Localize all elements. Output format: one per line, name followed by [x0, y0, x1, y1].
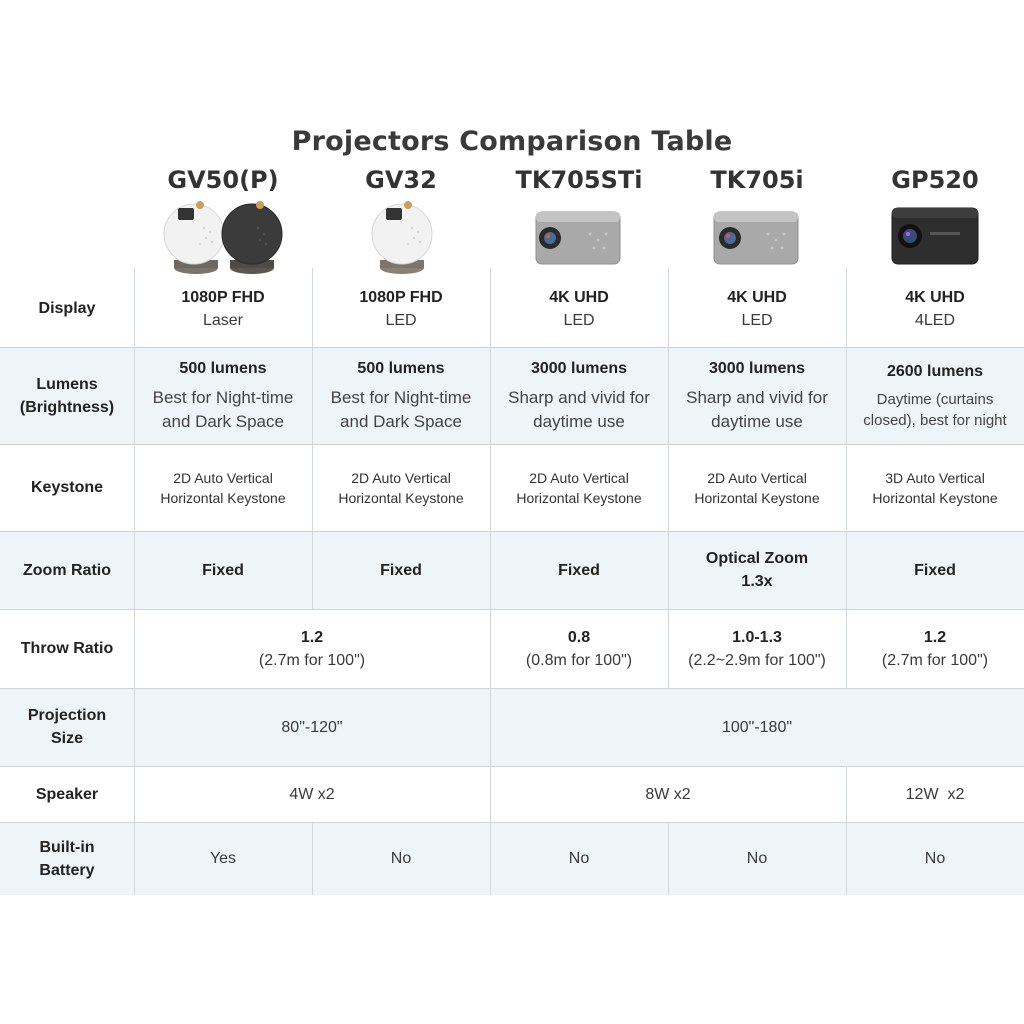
speaker-value: 8W x2	[645, 785, 691, 803]
keystone-cell-tk705sti	[490, 444, 668, 531]
battery-cell-gv50p	[134, 822, 312, 895]
lumens-cell-gv50p	[134, 352, 312, 438]
divider	[0, 347, 1024, 348]
lumens-main: 3000 lumens	[530, 359, 628, 377]
lumens-sub: Daytime (curtains	[876, 390, 994, 408]
projection-value: 100"-180"	[721, 718, 793, 736]
display-cell-gp520	[846, 270, 1024, 347]
display-cell-tk705sti	[490, 270, 668, 347]
projection-value: 80"-120"	[281, 718, 343, 736]
keystone-line: Horizontal Keystone	[338, 489, 464, 506]
throw-sub: (2.7m for 100")	[881, 651, 989, 669]
zoom-value: Fixed	[380, 561, 422, 579]
row-label-line: (Brightness)	[19, 398, 115, 416]
throw-cell-tk705sti	[490, 609, 668, 688]
lumens-sub: Best for Night-time	[152, 387, 294, 407]
model-name-gv32: GV32	[365, 166, 437, 194]
zoom-cell-gv32	[312, 531, 490, 609]
row-label-line: Built-in	[39, 838, 95, 856]
display-sub: LED	[385, 311, 417, 329]
display-cell-tk705i	[668, 270, 846, 347]
display-cell-gv50p	[134, 270, 312, 347]
lumens-sub: and Dark Space	[340, 411, 462, 431]
battery-cell-gp520	[846, 822, 1024, 895]
keystone-line: 2D Auto Vertical	[351, 469, 451, 486]
throw-main: 1.0-1.3	[732, 628, 782, 646]
row-label-battery	[0, 822, 134, 895]
throw-cell-gp520	[846, 609, 1024, 688]
battery-value: No	[390, 850, 412, 867]
lumens-sub: Sharp and vivid for	[508, 387, 650, 407]
keystone-line: 2D Auto Vertical	[173, 469, 273, 486]
keystone-cell-gv32	[312, 444, 490, 531]
display-main: 4K UHD	[549, 288, 609, 306]
speaker-value: 4W x2	[289, 785, 335, 803]
battery-cell-tk705i	[668, 822, 846, 895]
lumens-sub: Sharp and vivid for	[686, 387, 828, 407]
row-label-keystone: Keystone	[30, 479, 104, 496]
row-label-projection	[0, 688, 134, 766]
zoom-cell-gp520	[846, 531, 1024, 609]
lumens-sub: Best for Night-time	[330, 387, 472, 407]
keystone-cell-gp520	[846, 444, 1024, 531]
keystone-line: Horizontal Keystone	[516, 489, 642, 506]
row-label-line: Size	[50, 730, 83, 747]
row-label-line: Battery	[39, 861, 95, 879]
zoom-cell-tk705sti	[490, 531, 668, 609]
page-title: Projectors Comparison Table	[291, 126, 733, 157]
lumens-sub: daytime use	[533, 411, 625, 431]
model-name-gv50p: GV50(P)	[167, 166, 279, 194]
lumens-sub: and Dark Space	[162, 411, 284, 431]
zoom-value: Fixed	[558, 561, 600, 579]
model-name-gp520: GP520	[891, 166, 979, 194]
battery-value: No	[568, 850, 590, 867]
keystone-line: Horizontal Keystone	[872, 489, 998, 506]
row-label-display: Display	[38, 300, 96, 317]
zoom-value-line2: 1.3x	[741, 573, 773, 590]
gv50p-projector-image	[134, 198, 312, 276]
display-sub: 4LED	[914, 311, 956, 329]
lumens-sub: closed), best for night	[863, 411, 1007, 429]
speaker-cell-gv	[134, 766, 490, 822]
projection-cell-tk-gp	[490, 688, 1024, 766]
display-main: 4K UHD	[727, 288, 787, 306]
throw-sub: (2.7m for 100")	[258, 651, 366, 669]
speaker-value: 12W x2	[905, 785, 965, 803]
display-sub: LED	[741, 311, 773, 329]
row-label-zoom: Zoom Ratio	[23, 561, 111, 579]
lumens-cell-tk705i	[668, 352, 846, 438]
gp520-projector-image	[846, 198, 1024, 276]
zoom-value: Fixed	[202, 561, 244, 579]
projection-cell-gv	[134, 688, 490, 766]
lumens-cell-tk705sti	[490, 352, 668, 438]
row-label-throw: Throw Ratio	[20, 640, 114, 657]
display-main: 1080P FHD	[359, 288, 443, 306]
row-label-lumens	[0, 347, 134, 444]
display-cell-gv32	[312, 270, 490, 347]
keystone-cell-gv50p	[134, 444, 312, 531]
keystone-line: Horizontal Keystone	[160, 489, 286, 506]
lumens-main: 3000 lumens	[708, 359, 806, 377]
throw-main: 1.2	[923, 628, 947, 646]
battery-cell-gv32	[312, 822, 490, 895]
display-main: 4K UHD	[905, 288, 965, 306]
throw-main: 0.8	[567, 628, 591, 646]
keystone-line: 2D Auto Vertical	[707, 469, 807, 486]
keystone-cell-tk705i	[668, 444, 846, 531]
model-name-tk705sti: TK705STi	[515, 166, 643, 194]
throw-cell-gv50p-gv32	[134, 609, 490, 688]
display-main: 1080P FHD	[181, 288, 265, 306]
battery-value: No	[746, 850, 768, 867]
lumens-main: 500 lumens	[357, 359, 445, 377]
keystone-line: Horizontal Keystone	[694, 489, 820, 506]
battery-value: Yes	[209, 850, 237, 867]
row-label-line: Lumens	[36, 375, 98, 393]
throw-cell-tk705i	[668, 609, 846, 688]
throw-sub: (2.2~2.9m for 100")	[688, 651, 826, 669]
gv32-projector-image	[312, 198, 490, 276]
zoom-cell-gv50p	[134, 531, 312, 609]
battery-cell-tk705sti	[490, 822, 668, 895]
keystone-line: 2D Auto Vertical	[529, 469, 629, 486]
zoom-value: Optical Zoom	[705, 550, 809, 567]
lumens-cell-gv32	[312, 352, 490, 438]
throw-main: 1.2	[300, 628, 324, 646]
tk705sti-projector-image	[490, 198, 668, 276]
tk705i-projector-image	[668, 198, 846, 276]
display-sub: Laser	[202, 311, 244, 329]
display-sub: LED	[563, 311, 595, 329]
lumens-cell-gp520	[846, 352, 1024, 438]
keystone-line: 3D Auto Vertical	[885, 469, 985, 486]
throw-sub: (0.8m for 100")	[525, 651, 633, 669]
row-label-line: Projection	[27, 707, 107, 724]
lumens-sub: daytime use	[711, 411, 803, 431]
speaker-cell-gp520	[846, 766, 1024, 822]
zoom-value: Fixed	[914, 561, 956, 579]
speaker-cell-tk	[490, 766, 846, 822]
row-label-speaker: Speaker	[35, 785, 99, 803]
lumens-main: 2600 lumens	[886, 362, 984, 380]
zoom-cell-tk705i	[668, 531, 846, 609]
battery-value: No	[924, 850, 946, 867]
lumens-main: 500 lumens	[179, 359, 267, 377]
model-name-tk705i: TK705i	[710, 166, 804, 194]
